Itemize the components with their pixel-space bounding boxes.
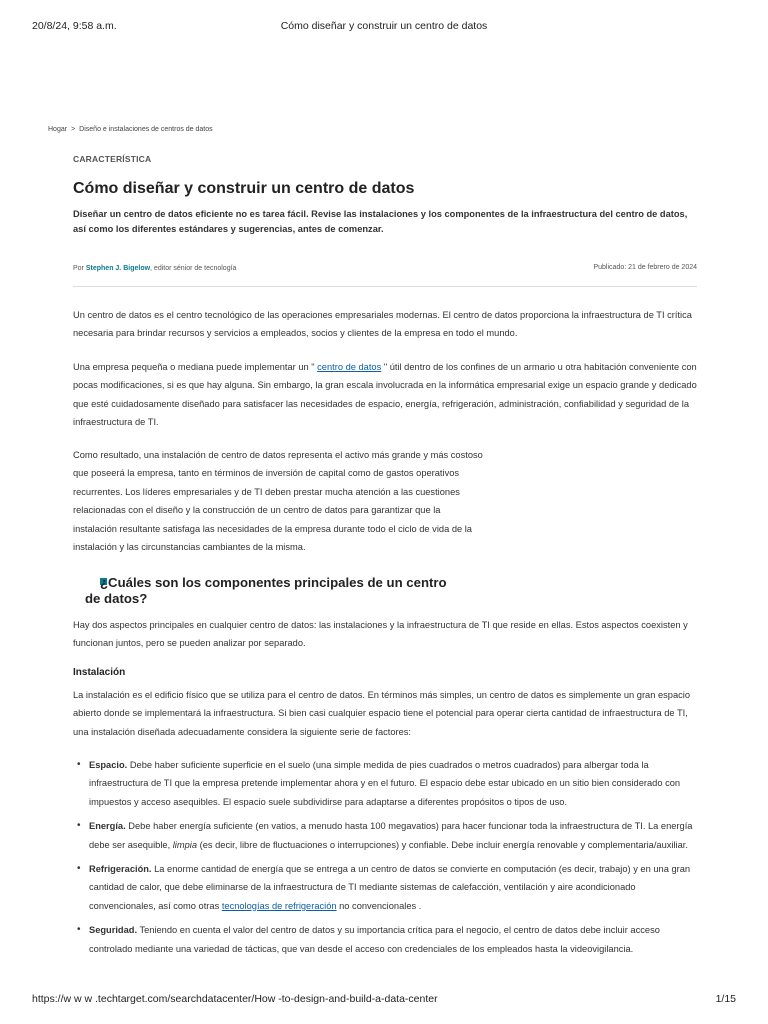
factor-term: Refrigeración. xyxy=(89,864,152,875)
breadcrumb-separator: > xyxy=(71,126,76,133)
print-url: https://w w w .techtarget.com/searchdatacenter/How -to-design-and-build-a-data-center xyxy=(32,993,438,1005)
paragraph-text: Una empresa pequeña o mediana puede implementar un " xyxy=(73,362,318,372)
paragraph-asset: Como resultado, una instalación de centro de datos representa el activo más grande y más costoso que poseerá la empresa, tanto en términos de inversión de capital como de gastos operativos recurrentes. Los líderes empresariales y de TI deben prestar mucha atención a las cuestiones relacionadas con el diseño y la construcción de un centro de datos para garantizar que la instalación resultante satisfaga las necesidades de la empresa durante todo el ciclo de vida de la instalación y las circunstancias cambiantes de la misma. xyxy=(73,450,483,553)
data-center-link[interactable]: centro de datos xyxy=(317,362,382,372)
breadcrumb xyxy=(48,126,213,133)
paragraph-text: " útil dentro de los confines de un armario u otra habitación conveniente con pocas modificaciones, si es que hay alguna. Sin embargo, la gran escala involucrada en la informática empresarial exige un espacio grande y dedicado que esté cuidadosamente diseñado para satisfacer las necesidades de espacio, energía, refrigeración, administración, confiabilidad y seguridad de la infraestructura de TI. xyxy=(73,362,697,428)
factor-text: Debe haber suficiente superficie en el suelo (una simple medida de pies cuadrados o metros cuadrados) para albergar toda la infraestructura de TI que la empresa pretende implementar ahora y en el futuro. El espacio debe estar ubicado en un sitio bien considerado con impuestos y acceso asequibles. El espacio suele subdividirse para adaptarse a diferentes propósitos o tipos de uso. xyxy=(89,760,681,807)
breadcrumb-home-link[interactable]: Hogar xyxy=(48,126,68,133)
breadcrumb-section-link[interactable]: Diseño e instalaciones de centros de datos xyxy=(79,126,213,133)
byline xyxy=(73,265,236,272)
byline-prefix: Por xyxy=(73,265,84,272)
divider xyxy=(73,286,697,287)
article-title: Cómo diseñar y construir un centro de datos xyxy=(73,180,415,197)
bullet-icon: • xyxy=(77,820,81,832)
list-item xyxy=(77,860,697,915)
article-kicker: CARACTERÍSTICA xyxy=(73,154,152,164)
print-footer xyxy=(32,993,736,1007)
section-heading-text: ¿Cuáles son los componentes principales de un centro de datos? xyxy=(85,575,447,606)
paragraph-smb xyxy=(73,358,697,432)
author-link[interactable]: Stephen J. Bigelow xyxy=(85,265,151,272)
factor-text: Debe haber energía suficiente (en vatios, a menudo hasta 100 megavatios) para hacer funcionar toda la infraestructura de TI. La energía debe ser asequible, xyxy=(89,821,693,850)
paragraph-facility: La instalación es el edificio físico que se utiliza para el centro de datos. En términos más simples, un centro de datos es simplemente un gran espacio abierto donde se implementará la infraestructura. Si bien casi cualquier espacio tiene el potencial para operar cierta cantidad de infraestructura de TI, una instalación diseñada adecuadamente considera la siguiente serie de factores: xyxy=(73,690,691,737)
print-page-title: Cómo diseñar y construir un centro de datos xyxy=(280,20,488,32)
bullet-icon: • xyxy=(77,924,81,936)
page-number: 1/15 xyxy=(715,993,736,1005)
factor-text: La enorme cantidad de energía que se entrega a un centro de datos se convierte en computación (es decir, trabajo) y en una gran cantidad de calor, que debe eliminarse de la infraestructura de TI mediante sistemas de calefacción, ventilación y aire acondicionado convencionales, así como otras xyxy=(89,864,691,911)
list-item xyxy=(77,756,697,811)
factor-term: Espacio. xyxy=(89,760,128,770)
factor-term: Energía. xyxy=(89,821,126,832)
print-header xyxy=(32,20,736,34)
article-summary: Diseñar un centro de datos eficiente no es tarea fácil. Revise las instalaciones y los componentes de la infraestructura del centro de datos, así como los diferentes estándares y sugerencias, antes de comenzar. xyxy=(73,209,688,234)
section-heading xyxy=(85,575,465,607)
list-item xyxy=(77,921,697,958)
factor-text: Teniendo en cuenta el valor del centro de datos y su importancia crítica para el negocio, el centro de datos debe incluir acceso controlado mediante una variedad de tácticas, que van desde el acceso con credenciales de los empleados hasta la videovigilancia. xyxy=(89,925,660,954)
factor-term: Seguridad. xyxy=(89,925,138,936)
cooling-tech-link[interactable]: tecnologías de refrigeración xyxy=(221,900,337,911)
factor-text: (es decir, libre de fluctuaciones o interrupciones) y confiable. Debe incluir energía renovable y complementaria/auxiliar. xyxy=(197,839,688,850)
factor-emphasis: limpia xyxy=(172,839,198,850)
factor-list xyxy=(77,756,697,964)
list-item xyxy=(77,817,697,854)
paragraph-aspects: Hay dos aspectos principales en cualquier centro de datos: las instalaciones y la infraestructura de TI que reside en ellas. Estos aspectos coexisten y funcionan juntos, pero se pueden analizar por separado. xyxy=(73,620,688,649)
paragraph-intro: Un centro de datos es el centro tecnológico de las operaciones empresariales modernas. El centro de datos proporciona la infraestructura de TI crítica necesaria para brindar recursos y servicios a empleados, socios y clientes de la empresa en todo el mundo. xyxy=(73,310,692,339)
subheading-facility: Instalación xyxy=(73,667,126,678)
publish-date: Publicado: 21 de febrero de 2024 xyxy=(593,264,697,271)
author-role: , editor sénior de tecnología xyxy=(150,265,237,272)
factor-text: no convencionales . xyxy=(336,900,422,911)
bullet-icon: • xyxy=(77,863,81,875)
print-date: 20/8/24, 9:58 a.m. xyxy=(32,20,117,32)
bullet-icon: • xyxy=(77,759,81,770)
